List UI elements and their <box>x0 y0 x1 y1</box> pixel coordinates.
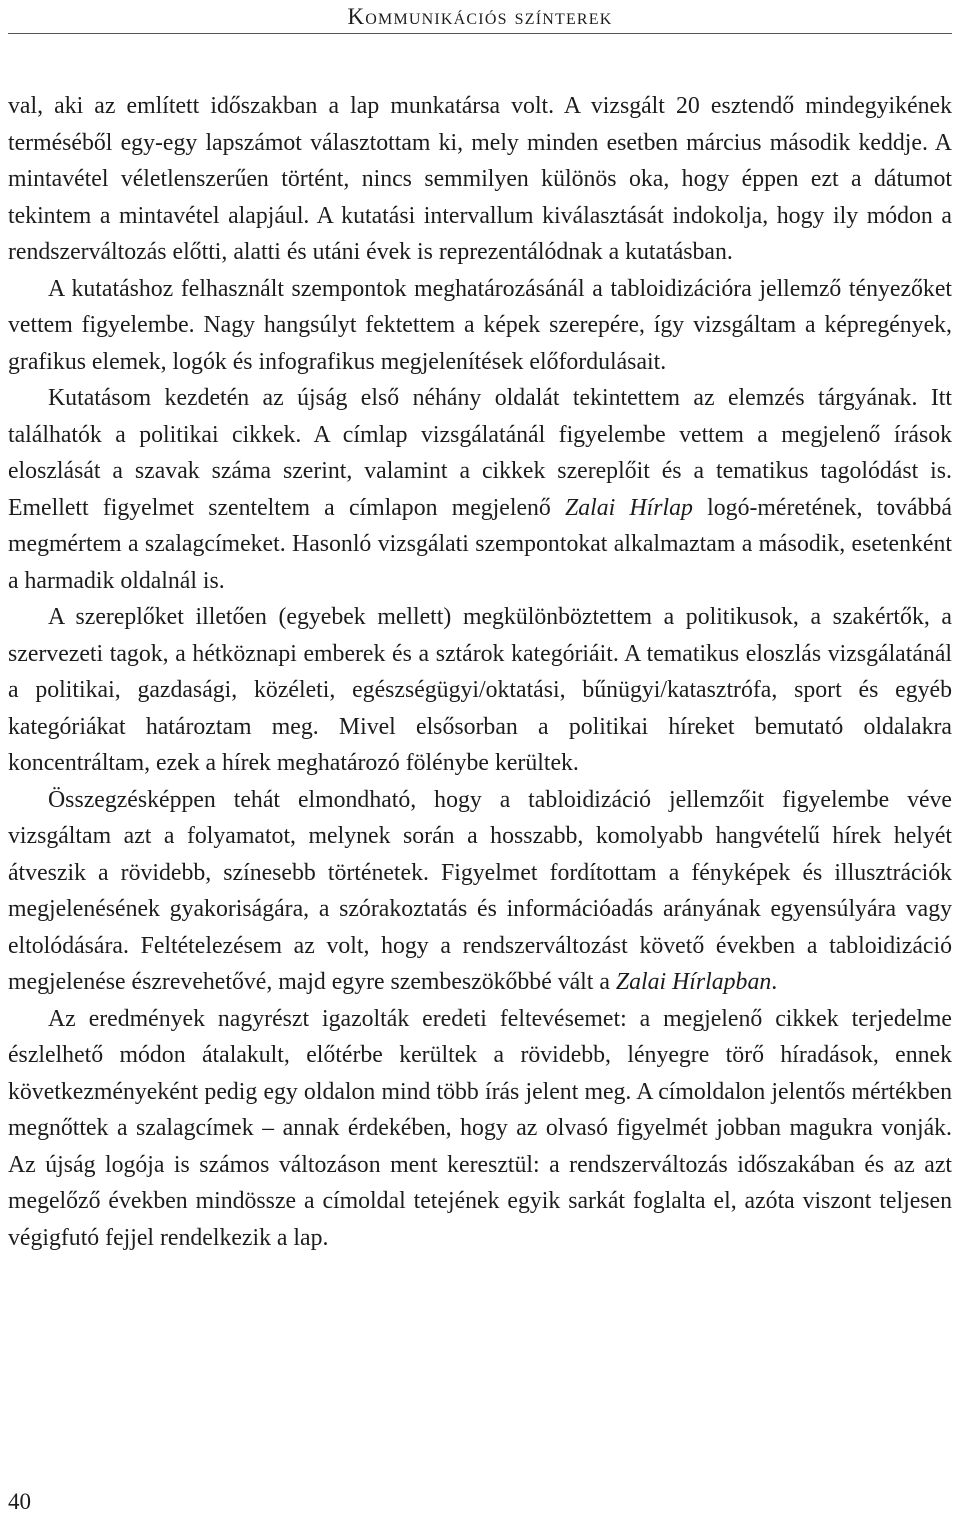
italic-title: Zalai Hírlap <box>565 494 693 521</box>
paragraph-text: A kutatáshoz felhasznált szempontok meghatározásánál a tabloidizációra jellemző tényezőket vettem figyelembe. Nagy hangsúlyt fektettem a képek szerepére, így vizsgáltam a képregények, grafikus elemek, logók és infografikus megjelenítések előfordulásait. <box>8 275 952 375</box>
paragraph-text: logó-méretének, továbbá megmértem a szalagcímeket. Hasonló vizsgálati szempontokat alkalmaztam a második, esetenként a harmadik oldalnál is. <box>8 494 952 594</box>
paragraph <box>8 782 952 1001</box>
paragraph-text: . <box>771 969 778 995</box>
paragraph-text: Kutatásom kezdetén az újság első néhány oldalát tekintettem az elemzés tárgyának. Itt találhatók a politikai cikkek. A címlap vizsgálatánál figyelembe vettem a megjelenő írások eloszlását a szavak száma szerint, valamint a cikkek szereplőit és a tematikus tagolódást is. Emellett figyelmet szenteltem a címlapon megjelenő <box>8 385 952 521</box>
header-divider <box>8 33 952 34</box>
paragraph <box>8 1001 952 1257</box>
running-head-title: Kommunikációs színterek <box>347 4 613 29</box>
paragraph <box>8 599 952 782</box>
running-head <box>0 0 960 34</box>
italic-title: Zalai Hírlapban <box>615 969 772 995</box>
paragraph-text: Összegzésképpen tehát elmondható, hogy a tabloidizáció jellemzőit figyelembe véve vizsgáltam azt a folyamatot, melynek során a hosszabb, komolyabb hangvételű hírek helyét átveszik a rövidebb, színesebb történetek. Figyelmet fordítottam a fényképek és illusztrációk megjelenésének gyakoriságára, a szórakoztatás és információadás arányának egyensúlyára vagy eltolódására. Feltételezésem az volt, hogy a rendszerváltozást követő években a tabloidizáció megjelenése észrevehetővé, majd egyre szembeszökőbbé vált a <box>8 786 952 995</box>
paragraph-text: A szereplőket illetően (egyebek mellett) megkülönböztettem a politikusok, a szakértők, a szervezeti tagok, a hétköznapi emberek és a sztárok kategóriáit. A tematikus eloszlás vizsgálatánál a politikai, gazdasági, közéleti, egészségügyi/oktatási, bűnügyi/katasztrófa, sport és egyéb kategóriákat határoztam meg. Mivel elsősorban a politikai híreket bemutató oldalakra koncentráltam, ezek a hírek meghatározó fölénybe kerültek. <box>8 604 952 776</box>
page-number: 40 <box>8 1489 31 1514</box>
paragraph <box>8 88 952 271</box>
body-text <box>8 88 952 1256</box>
paragraph <box>8 380 952 599</box>
paragraph-text: val, aki az említett időszakban a lap munkatársa volt. A vizsgált 20 esztendő mindegyikének terméséből egy-egy lapszámot választottam ki, mely minden esetben március második keddje. A mintavétel véletlenszerűen történt, nincs semmilyen különös oka, hogy éppen ezt a dátumot tekintem a mintavétel alapjául. A kutatási intervallum kiválasztását indokolja, hogy ily módon a rendszerváltozás előtti, alatti és utáni évek is reprezentálódnak a kutatásban. <box>8 93 952 265</box>
paragraph <box>8 271 952 381</box>
paragraph-text: Az eredmények nagyrészt igazolták eredeti feltevésemet: a megjelenő cikkek terjedelme észlelhető módon átalakult, előtérbe kerültek a rövidebb, lényegre törő híradások, ennek következményeként pedig egy oldalon mind több írás jelent meg. A címoldalon jelentős mértékben megnőttek a szalagcímek – annak érdekében, hogy az olvasó figyelmét jobban magukra vonják. Az újság logója is számos változáson ment keresztül: a rendszerváltozás időszakában és az azt megelőző években mindössze a címoldal tetejének egyik sarkát foglalta el, azóta viszont teljesen végigfutó fejjel rendelkezik a lap. <box>8 1005 952 1251</box>
